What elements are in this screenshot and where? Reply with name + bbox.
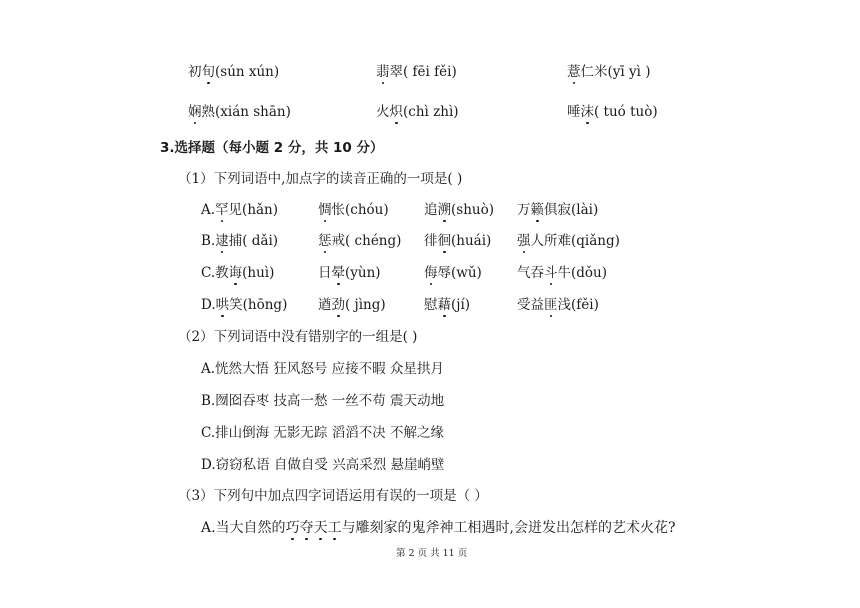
pinyin-item: 翡翠( fēi fěi) [376,64,457,80]
question-3-option-a [201,519,676,537]
option-a-text-after: 与雕刻家的鬼斧神工相遇时,会迸发出怎样的艺术火花? [341,520,676,536]
question-1-option-word: 追溯(shuò) [424,202,494,218]
question-1-stem: （1）下列词语中,加点字的读音正确的一项是( ) [178,171,463,187]
emphasis-dot-char: 侮 [424,265,438,281]
emphasis-dot-char: 匪 [544,297,558,313]
question-1-option-word: A.罕见(hǎn) [201,202,279,218]
question-1-option-word: 遒劲( jìng) [318,297,386,313]
emphasis-dot-char: 沫 [580,104,594,120]
emphasis-dot-char: 工 [327,520,342,536]
emphasis-dot-char: 薏 [567,64,581,80]
emphasis-dot-char: 惆 [318,202,332,218]
question-2-option-d: D.窃窃私语 自做自受 兴高采烈 悬崖峭壁 [201,457,445,473]
emphasis-dot-char: 娴 [188,104,202,120]
section-heading: 3.选择题（每小题 2 分，共 10 分） [160,140,384,156]
emphasis-dot-char: 天 [313,520,328,536]
question-1-option-word: 万籁俱寂(lài) [517,202,599,218]
question-1-option-word: 徘徊(huái) [424,233,492,249]
emphasis-dot-char: 劲 [331,297,345,313]
dotted-idiom [286,520,342,536]
question-3-stem: （3）下列句中加点四字词语运用有误的一项是（ ） [178,488,488,504]
question-2-stem: （2）下列词语中没有错别字的一组是( ) [178,329,418,345]
question-1-option-word: 惩戒( chéng) [318,233,402,249]
emphasis-dot-char: 翡 [376,64,390,80]
question-1-option-word: C.教诲(huì) [201,265,275,281]
question-2-option-c: C.排山倒海 无影无踪 滔滔不决 不解之缘 [201,425,445,441]
pinyin-item: 初旬(sún xún) [188,64,280,80]
emphasis-dot-char: 籁 [530,202,544,218]
question-1-option-word: 受益匪浅(fěi) [517,297,599,313]
pinyin-item: 火炽(chì zhì) [376,104,459,120]
emphasis-dot-char: 斗 [544,265,558,281]
option-a-text-before: A.当大自然的 [201,520,286,536]
emphasis-dot-char: 罕 [215,202,229,218]
question-1-option-word: 气吞斗牛(dǒu) [517,265,607,281]
question-1-option-word: 日晕(yùn) [318,265,381,281]
question-2-option-a: A.恍然大悟 狂风怒号 应接不暇 众星拱月 [201,361,444,377]
emphasis-dot-char: 强 [517,233,531,249]
pinyin-item: 娴熟(xián shān) [188,104,291,120]
question-2-option-b: B.囫囵吞枣 技高一愁 一丝不苟 震天动地 [201,393,445,409]
emphasis-dot-char: 溯 [437,202,451,218]
question-1-option-word: 慰藉(jí) [424,297,471,313]
emphasis-dot-char: 晕 [331,265,345,281]
pinyin-item: 薏仁米(yī yì ) [567,64,651,80]
emphasis-dot-char: 惩 [318,233,332,249]
emphasis-dot-char: 逮 [215,233,229,249]
emphasis-dot-char: 巧 [285,520,300,536]
emphasis-dot-char: 哄 [215,297,230,313]
question-1-option-word: 惆怅(chóu) [318,202,389,218]
pinyin-item: 唾沫( tuó tuò) [567,104,658,120]
emphasis-dot-char: 旬 [201,64,215,80]
question-1-option-word: D.哄笑(hōng) [201,297,288,313]
emphasis-dot-char: 徊 [437,233,451,249]
emphasis-dot-char: 诲 [228,265,243,281]
question-1-option-word: 侮辱(wǔ) [424,265,482,281]
page-number-footer: 第 2 页 共 11 页 [396,548,468,559]
question-1-option-word: 强人所难(qiǎng) [517,233,620,249]
emphasis-dot-char: 炽 [389,104,403,120]
emphasis-dot-char: 藉 [437,297,451,313]
emphasis-dot-char: 夺 [299,520,314,536]
question-1-option-word: B.逮捕( dǎi) [201,233,279,249]
